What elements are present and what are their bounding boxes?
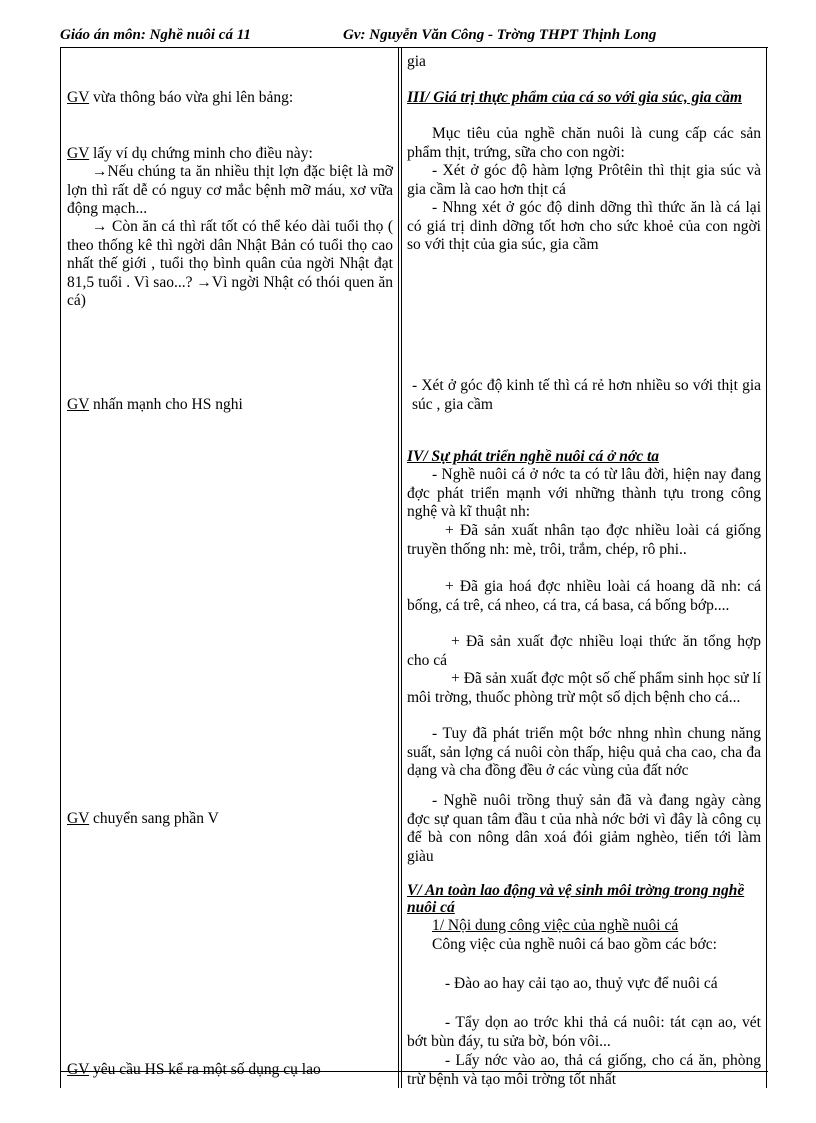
section-5-title: V/ An toàn lao động và vệ sinh môi trờng trong nghề nuôi cá bbox=[407, 882, 745, 916]
section-3-intro: Mục tiêu của nghề chăn nuôi là cung cấp các sản phẩm thịt, trứng, sữa cho con ngời: bbox=[407, 125, 761, 161]
gv-label: GV bbox=[67, 145, 90, 162]
section-3-nutrition: - Nhng xét ở góc độ dinh dỡng thì thức ăn là cá lại có giá trị dinh dỡng tốt hơn cho sức khoẻ của con ngời so với thịt của gia súc, gia cầm bbox=[407, 199, 761, 254]
section-4-limitations: - Tuy đã phát triển một bớc nhng nhìn chung năng suất, sản lợng cá nuôi còn thấp, hiệu quả cha cao, cha đa dạng và cha đồng đều ở các vùng của đất nớc bbox=[407, 725, 761, 780]
header-teacher-school: Gv: Nguyễn Văn Công - Trờng THPT Thịnh Long bbox=[343, 27, 657, 43]
lesson-table bbox=[60, 48, 768, 1088]
section-3-protein: - Xét ở góc độ hàm lợng Prôtêin thì thịt gia súc và gia cầm là cao hơn thịt cá bbox=[407, 162, 761, 198]
teacher-note-1: GV vừa thông báo vừa ghi lên bảng: bbox=[67, 89, 294, 106]
section-4-achievement-3: + Đã sản xuất đợc nhiều loại thức ăn tổng hợp cho cá bbox=[407, 633, 761, 669]
teacher-note-2: GV lấy ví dụ chứng minh cho điều này: bbox=[67, 145, 313, 162]
table-left-border bbox=[60, 48, 61, 1088]
section-4-overview: - Nghề nuôi cá ở nớc ta có từ lâu đời, hiện nay đang đợc phát triển mạnh với những thành tựu trong công nghệ và kĩ thuật nh: bbox=[407, 466, 761, 521]
page-header bbox=[60, 27, 760, 49]
section-5-step-3: - Lấy nớc vào ao, thả cá giống, cho cá ăn, phòng trừ bệnh và tạo môi trờng tốt nhất bbox=[407, 1052, 761, 1088]
section-4-achievement-2: + Đã gia hoá đợc nhiều loài cá hoang dã nh: cá bống, cá trê, cá nheo, cá tra, cá basa, cá bống bớp.... bbox=[407, 578, 761, 614]
example-fish: → Còn ăn cá thì rất tốt có thể kéo dài tuổi thọ ( theo thống kê thì ngời dân Nhật Bản có tuổi thọ cao nhất thế giới , tuổi thọ bình quân của ngời Nhật đạt 81,5 tuổi . Vì sao...? →Vì ngời Nhật có thói quen ăn cá) bbox=[67, 218, 393, 310]
gv-label: GV bbox=[67, 810, 90, 827]
gv-label: GV bbox=[67, 89, 90, 106]
header-course-title: Giáo án môn: Nghề nuôi cá 11 bbox=[60, 27, 251, 43]
section-5-step-2: - Tẩy dọn ao trớc khi thả cá nuôi: tát cạn ao, vét bớt bùn đáy, tu sửa bờ, bón vôi... bbox=[407, 1014, 761, 1050]
teacher-note-5: GV yêu cầu HS kể ra một số dụng cụ lao bbox=[67, 1061, 321, 1078]
section-5-intro: Công việc của nghề nuôi cá bao gồm các bớc: bbox=[432, 936, 717, 953]
section-5-step-1: - Đào ao hay cải tạo ao, thuỷ vực để nuôi cá bbox=[445, 975, 718, 992]
continued-text: gia bbox=[407, 53, 426, 70]
section-4-achievement-4: + Đã sản xuất đợc một số chế phẩm sinh học sử lí môi trờng, thuốc phòng trừ một số dịch bệnh cho cá... bbox=[407, 670, 761, 706]
section-3-economy: - Xét ở góc độ kinh tế thì cá rẻ hơn nhiều so với thịt gia súc , gia cầm bbox=[412, 377, 761, 413]
table-right-border bbox=[766, 48, 767, 1088]
teacher-note-4: GV chuyển sang phần V bbox=[67, 810, 219, 827]
teacher-note-3: GV nhấn mạnh cho HS nghi bbox=[67, 396, 243, 413]
section-4-title: IV/ Sự phát triển nghề nuôi cá ở nớc ta bbox=[407, 448, 660, 465]
gv-label: GV bbox=[67, 1061, 90, 1078]
gv-label: GV bbox=[67, 396, 90, 413]
table-middle-border-a bbox=[398, 48, 399, 1088]
section-4-state-support: - Nghề nuôi trồng thuỷ sản đã và đang ngày càng đợc sự quan tâm đầu t của nhà nớc bởi vì đây là công cụ để bà con nông dân xoá đói giảm nghèo, tiến tới làm giàu bbox=[407, 792, 761, 865]
section-4-achievement-1: + Đã sản xuất nhân tạo đợc nhiều loài cá giống truyền thống nh: mè, trôi, trắm, chép, rô phi.. bbox=[407, 522, 761, 558]
table-middle-border-b bbox=[401, 48, 402, 1088]
section-5-subtitle: 1/ Nội dung công việc của nghề nuôi cá bbox=[432, 917, 679, 934]
section-3-title: III/ Giá trị thực phẩm của cá so với gia súc, gia cầm bbox=[407, 89, 742, 106]
example-pork: →Nếu chúng ta ăn nhiều thịt lợn đặc biệt là mỡ lợn thì rất dễ có nguy cơ mắc bệnh mỡ máu, xơ vữa động mạch... bbox=[67, 163, 393, 218]
